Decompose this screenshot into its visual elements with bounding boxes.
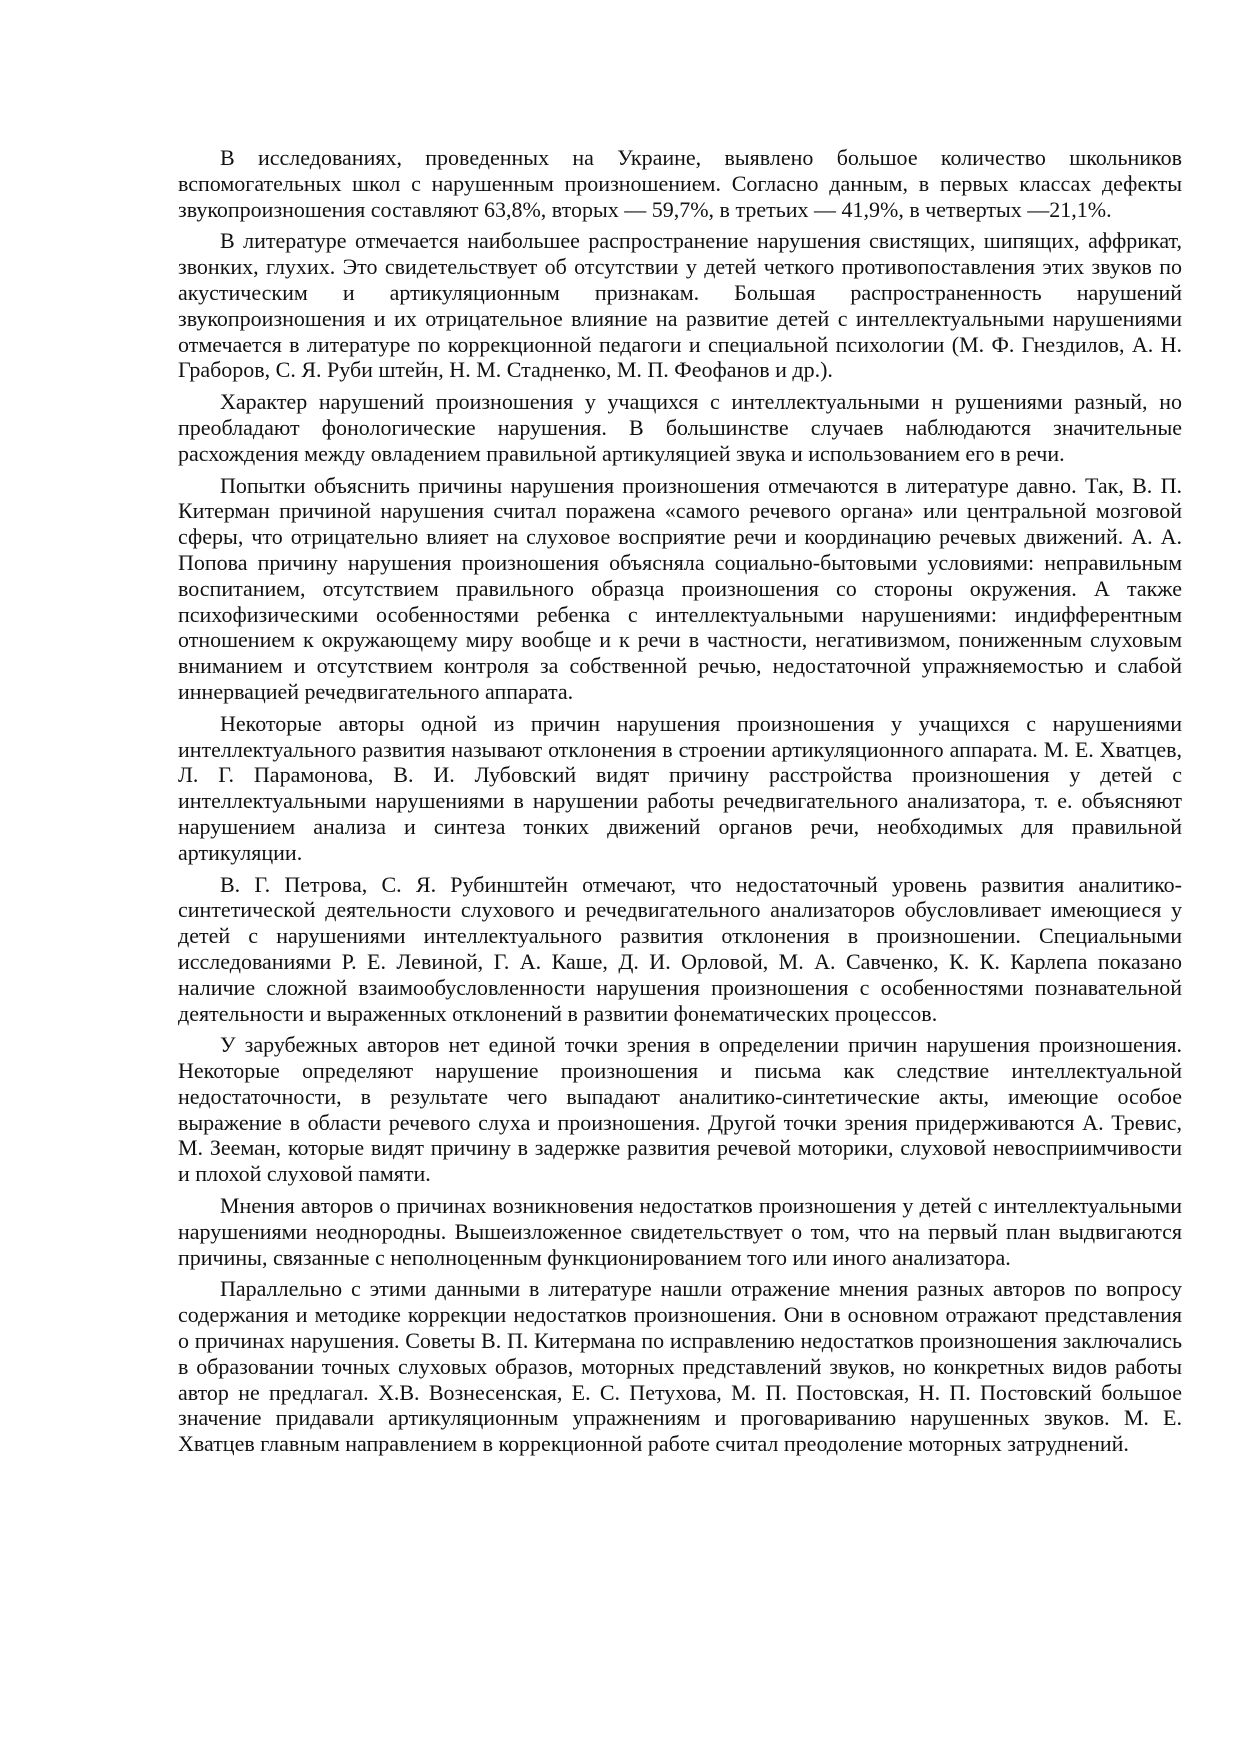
paragraph-9: Параллельно с этими данными в литературе нашли отражение мнения разных авторов по вопросу содержания и методике коррекции недостатков произношения. Они в основном отражают представления о причинах нарушения. Советы В. П. Китермана по исправлению недостатков произношения заключались в образовании точных слуховых образов, моторных представлений звуков, но конкретных видов работы автор не предлагал. Х.В. Вознесенская, Е. С. Петухова, М. П. Постовская, Н. П. Постовский большое значение придавали артикуляционным упражнениям и проговариванию нарушенных звуков. М. Е. Хватцев главным направлением в коррекционной работе считал преодоление моторных затруднений. bbox=[178, 1276, 1182, 1457]
paragraph-2: В литературе отмечается наибольшее распространение нарушения свистящих, шипящих, аффрикат, звонких, глухих. Это свидетельствует об отсутствии у детей четкого противопоставления этих звуков по акустическим и артикуляционным признакам. Большая распространенность нарушений звукопроизношения и их отрицательное влияние на развитие детей с интеллектуальными нарушениями отмечается в литературе по коррекционной педагоги и специальной психологии (М. Ф. Гнездилов, А. Н. Граборов, С. Я. Руби штейн, Н. М. Стадненко, М. П. Феофанов и др.). bbox=[178, 228, 1182, 383]
document-page bbox=[178, 145, 1182, 1463]
paragraph-4: Попытки объяснить причины нарушения произношения отмечаются в литературе давно. Так, В. П. Китерман причиной нарушения считал поражена «самого речевого органа» или центральной мозговой сферы, что отрицательно влияет на слуховое восприятие речи и координацию речевых движений. А. А. Попова причину нарушения произношения объясняла социально-бытовыми условиями: неправильным воспитанием, отсутствием правильного образца произношения со стороны окружения. А также психофизическими особенностями ребенка с интеллектуальными нарушениями: индифферентным отношением к окружающему миру вообще и к речи в частности, негативизмом, пониженным слуховым вниманием и отсутствием контроля за собственной речью, недостаточной упражняемостью и слабой иннервацией речедвигательного аппарата. bbox=[178, 472, 1182, 704]
paragraph-7: У зарубежных авторов нет единой точки зрения в определении причин нарушения произношения. Некоторые определяют нарушение произношения и письма как следствие интеллектуальной недостаточности, в результате чего выпадают аналитико-синтетические акты, имеющие особое выражение в области речевого слуха и произношения. Другой точки зрения придерживаются А. Тревис, М. Зееман, которые видят причину в задержке развития речевой моторики, слуховой невосприимчивости и плохой слуховой памяти. bbox=[178, 1032, 1182, 1187]
paragraph-3: Характер нарушений произношения у учащихся с интеллектуальными н рушениями разный, но преобладают фонологические нарушения. В большинстве случаев наблюдаются значительные расхождения между овладением правильной артикуляцией звука и использованием его в речи. bbox=[178, 389, 1182, 466]
paragraph-6: В. Г. Петрова, С. Я. Рубинштейн отмечают, что недостаточный уровень развития аналитико-синтетической деятельности слухового и речедвигательного анализаторов обусловливает имеющиеся у детей с нарушениями интеллектуального развития отклонения в произношении. Специальными исследованиями Р. Е. Левиной, Г. А. Каше, Д. И. Орловой, М. А. Савченко, К. К. Карлепа показано наличие сложной взаимообусловленности нарушения произношения с особенностями познавательной деятельности и выраженных отклонений в развитии фонематических процессов. bbox=[178, 871, 1182, 1026]
paragraph-1: В исследованиях, проведенных на Украине, выявлено большое количество школьников вспомогательных школ с нарушенным произношением. Согласно данным, в первых классах дефекты звукопроизношения составляют 63,8%, вторых — 59,7%, в третьих — 41,9%, в четвертых —21,1%. bbox=[178, 145, 1182, 222]
paragraph-8: Мнения авторов о причинах возникновения недостатков произношения у детей с интеллектуальными нарушениями неоднородны. Вышеизложенное свидетельствует о том, что на первый план выдвигаются причины, связанные с неполноценным функционированием того или иного анализатора. bbox=[178, 1193, 1182, 1270]
paragraph-5: Некоторые авторы одной из причин нарушения произношения у учащихся с нарушениями интеллектуального развития называют отклонения в строении артикуляционного аппарата. М. Е. Хватцев, Л. Г. Парамонова, В. И. Лубовский видят причину расстройства произношения у детей с интеллектуальными нарушениями в нарушении работы речедвигательного анализатора, т. е. объясняют нарушением анализа и синтеза тонких движений органов речи, необходимых для правильной артикуляции. bbox=[178, 710, 1182, 865]
